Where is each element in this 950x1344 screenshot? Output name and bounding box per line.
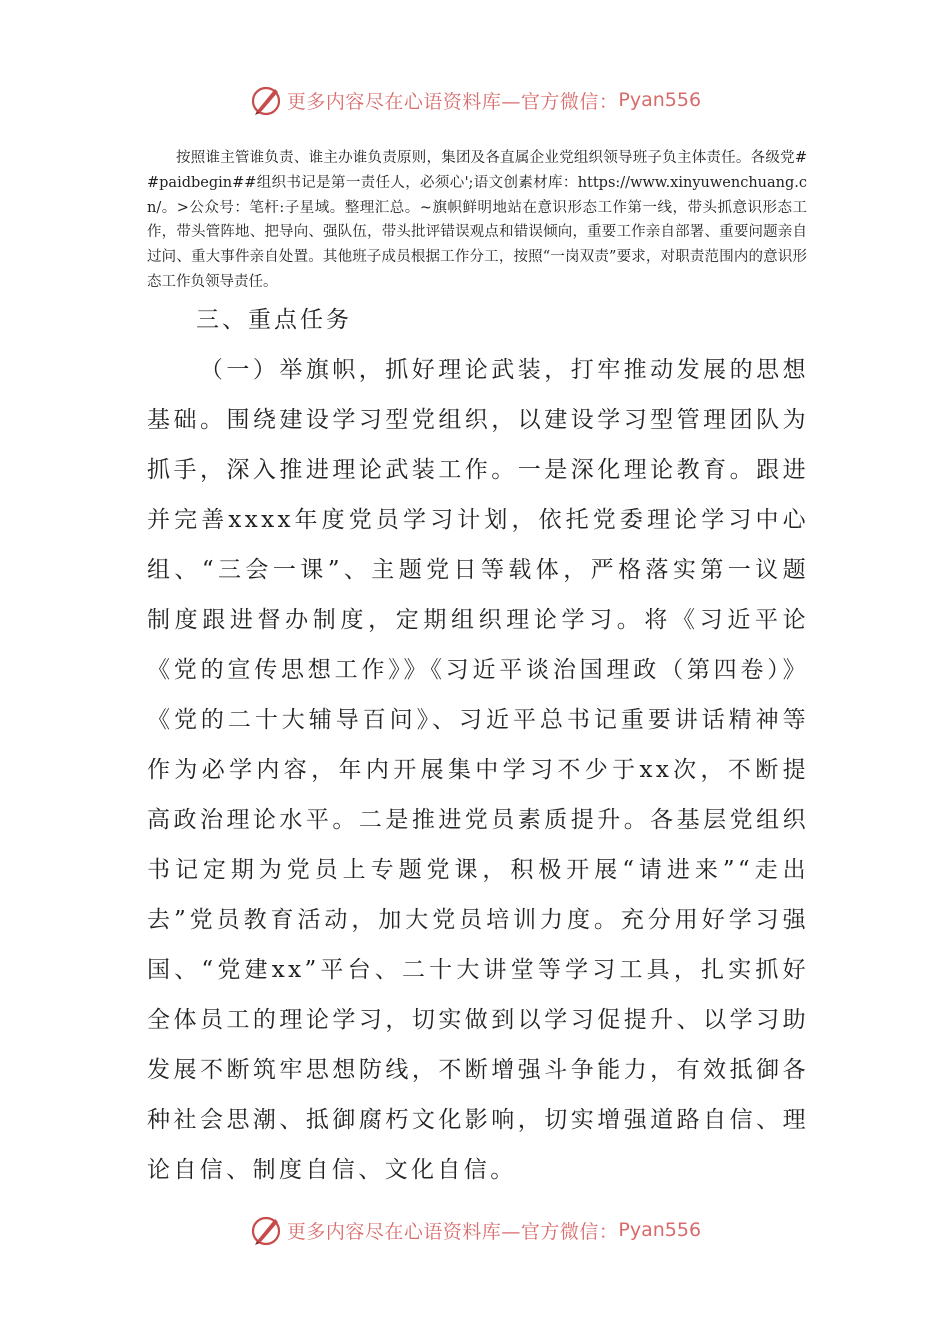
wechat-handle: Pyan556 [618,89,702,111]
section-heading: 三、重点任务 [196,307,352,333]
banner-text: 更多内容尽在心语资料库—官方微信： [286,1220,619,1243]
banner-text: 更多内容尽在心语资料库—官方微信： [286,90,619,113]
pen-circle-icon [249,83,283,117]
footer-banner [0,1210,950,1250]
main-paragraph: （一）举旗帜，抓好理论武装，打牢推动发展的思想基础。围绕建设学习型党组织，以建设学习型管理团队为抓手，深入推进理论武装工作。一是深化理论教育。跟进并完善xxxx年度党员学习计划，依托党委理论学习中心组、“三会一课”、主题党日等载体，严格落实第一议题制度跟进督办制度，定期组织理论学习。将《习近平论《党的宣传思想工作》》《习近平谈治国理政（第四卷）》《党的二十大辅导百问》、习近平总书记重要讲话精神等作为必学内容，年内开展集中学习不少于xx次，不断提高政治理论水平。二是推进党员素质提升。各基层党组织书记定期为党员上专题党课，积极开展“请进来”“走出去”党员教育活动，加大党员培训力度。充分用好学习强国、“党建xx”平台、二十大讲堂等学习工具，扎实抓好全体员工的理论学习，切实做到以学习促提升、以学习助发展不断筑牢思想防线，不断增强斗争能力，有效抵御各种社会思潮、抵御腐朽文化影响，切实增强道路自信、理论自信、制度自信、文化自信。 [147,357,809,1183]
header-banner [0,80,950,120]
main-section [147,345,809,1195]
pen-circle-icon [249,1213,283,1247]
intro-paragraph: 按照谁主管谁负责、谁主办谁负责原则，集团及各直属企业党组织领导班子负主体责任。各级党##paidbegin##组织书记是第一责任人，必须心';语文创素材库：https://www.xinyuwenchuang.cn/。>公众号：笔杆:子星域。整理汇总。~旗帜鲜明地站在意识形态工作第一线，带头抓意识形态工作，带头管阵地、把导向、强队伍，带头批评错误观点和错误倾向，重要工作亲自部署、重要问题亲自过问、重大事件亲自处置。其他班子成员根据工作分工，按照“一岗双责”要求，对职责范围内的意识形态工作负领导责任。 [147,150,807,290]
wechat-handle: Pyan556 [618,1219,702,1241]
intro-section [147,146,807,295]
